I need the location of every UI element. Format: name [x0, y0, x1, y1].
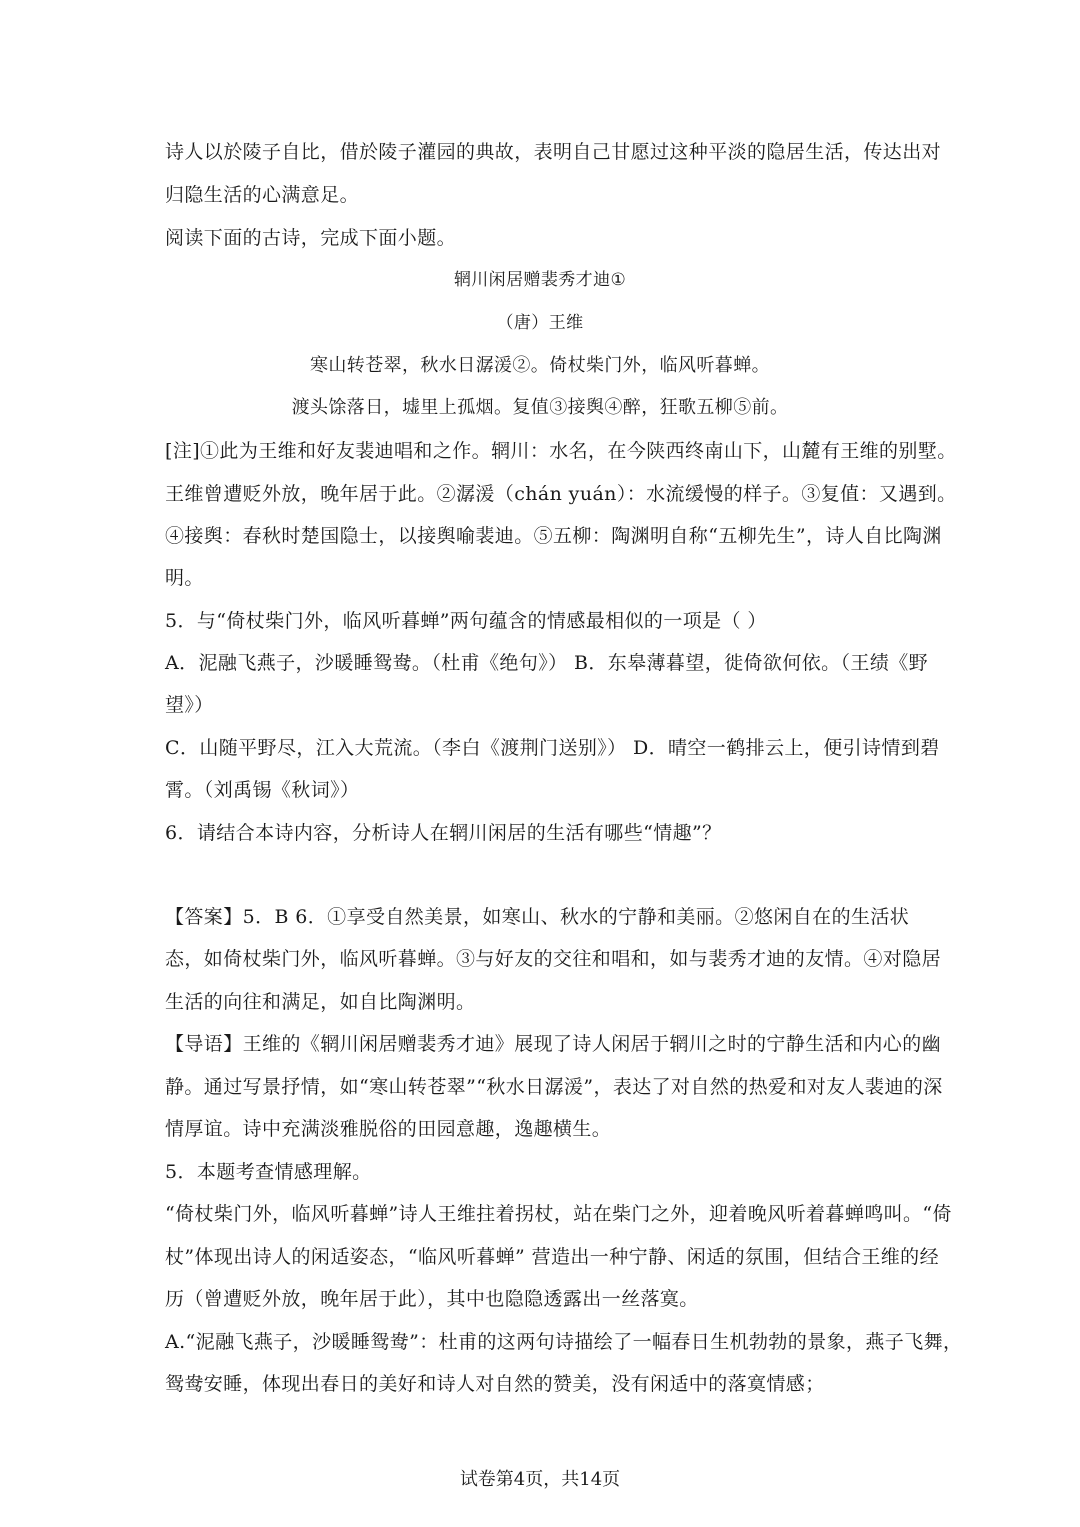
analysis-line: 5．本题考查情感理解。 — [165, 1161, 372, 1183]
option-line: C．山随平野尽，江入大荒流。（李白《渡荆门送别》） D．晴空一鹤排云上，便引诗情到碧 — [165, 737, 940, 759]
note-line: 王维曾遭贬外放，晚年居于此。②潺湲（chán yuán）：水流缓慢的样子。③复值：又遇到。 — [165, 483, 957, 505]
question-line: 5．与“倚杖柴门外，临风听暮蝉”两句蕴含的情感最相似的一项是（ ） — [165, 610, 767, 632]
analysis-line: “倚杖柴门外，临风听暮蝉”诗人王维拄着拐杖，站在柴门之外，迎着晚风听着暮蝉鸣叫。“倚 — [165, 1203, 952, 1225]
answer-line: 【答案】5．B 6．①享受自然美景，如寒山、秋水的宁静和美丽。②悠闲自在的生活状 — [165, 906, 910, 928]
answer-line: 态，如倚杖柴门外，临风听暮蝉。③与好友的交往和唱和，如与裴秀才迪的友情。④对隐居 — [165, 948, 942, 970]
analysis-line: 杖”体现出诗人的闲适姿态，“临风听暮蝉” 营造出一种宁静、闲适的氛围，但结合王维的经 — [165, 1246, 939, 1268]
question-line: 6．请结合本诗内容，分析诗人在辋川闲居的生活有哪些“情趣”？ — [165, 822, 722, 844]
poem-line: 渡头馀落日，墟里上孤烟。复值③接舆④醉，狂歌五柳⑤前。 — [291, 397, 789, 418]
option-line: 望》） — [165, 694, 214, 716]
note-line: 明。 — [165, 567, 204, 589]
paragraph-line: 诗人以於陵子自比，借於陵子灌园的典故，表明自己甘愿过这种平淡的隐居生活，传达出对 — [165, 141, 942, 163]
answer-line: 生活的向往和满足，如自比陶渊明。 — [165, 991, 476, 1013]
note-line: ④接舆：春秋时楚国隐士，以接舆喻裴迪。⑤五柳：陶渊明自称“五柳先生”，诗人自比陶渊 — [165, 525, 942, 547]
note-line: [注]①此为王维和好友裴迪唱和之作。辋川：水名，在今陕西终南山下，山麓有王维的别墅。 — [165, 440, 957, 462]
analysis-line: A.“泥融飞燕子，沙暖睡鸳鸯”：杜甫的这两句诗描绘了一幅春日生机勃勃的景象，燕子飞舞， — [165, 1331, 963, 1353]
analysis-line: 历（曾遭贬外放，晚年居于此），其中也隐隐透露出一丝落寞。 — [165, 1288, 699, 1310]
poem-line: 寒山转苍翠，秋水日潺湲②。倚杖柴门外，临风听暮蝉。 — [310, 355, 770, 376]
paragraph-line: 归隐生活的心满意足。 — [165, 184, 360, 206]
instruction-line: 阅读下面的古诗，完成下面小题。 — [165, 227, 457, 249]
option-line: 霄。（刘禹锡《秋词》） — [165, 779, 360, 801]
page-footer: 试卷第4页，共14页 — [459, 1469, 621, 1490]
option-line: A．泥融飞燕子，沙暖睡鸳鸯。（杜甫《绝句》） B．东皋薄暮望，徙倚欲何依。（王绩《野 — [165, 652, 929, 674]
analysis-line: 鸳鸯安睡，体现出春日的美好和诗人对自然的赞美，没有闲适中的落寞情感； — [165, 1373, 825, 1395]
poem-author: （唐）王维 — [496, 313, 584, 333]
guide-line: 情厚谊。诗中充满淡雅脱俗的田园意趣，逸趣横生。 — [165, 1118, 612, 1140]
guide-line: 【导语】王维的《辋川闲居赠裴秀才迪》展现了诗人闲居于辋川之时的宁静生活和内心的幽 — [165, 1033, 942, 1055]
poem-title: 辋川闲居赠裴秀才迪① — [453, 270, 627, 290]
guide-line: 静。通过写景抒情，如“寒山转苍翠”“秋水日潺湲”，表达了对自然的热爱和对友人裴迪的深 — [165, 1076, 943, 1098]
